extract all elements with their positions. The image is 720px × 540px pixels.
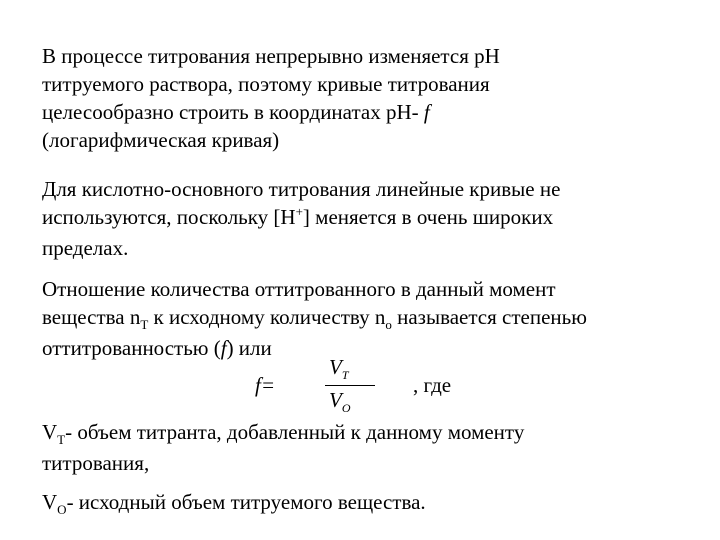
formula: [255, 355, 555, 415]
formula-den-v: V: [329, 388, 342, 412]
p5-line1: - исходный объем титруемого вещества.: [66, 490, 426, 514]
p1-line1: В процессе титрования непрерывно изменяется pH: [42, 44, 500, 68]
paragraph-ph-coordinates: [42, 42, 692, 154]
formula-num-sub: T: [341, 368, 349, 382]
p5-sub: O: [57, 502, 67, 517]
paragraph-vo-definition: [42, 488, 692, 519]
p3-line2a: вещества n: [42, 305, 141, 329]
p2-plus-superscript: +: [295, 204, 303, 219]
p3-sub-t: T: [140, 317, 149, 332]
p4-v: V: [42, 420, 58, 444]
p1-f-symbol: f: [423, 100, 430, 124]
formula-den-sub: O: [341, 401, 351, 415]
p1-line4: (логарифмическая кривая): [42, 128, 280, 152]
formula-denominator: [329, 388, 351, 413]
p3-sub-o: o: [385, 317, 392, 332]
p2-line2b: ] меняется в очень широких: [302, 205, 554, 229]
p2-line1: Для кислотно-основного титрования линейные кривые не: [42, 177, 561, 201]
p4-line2: титрования,: [42, 451, 150, 475]
p3-line3a: оттитрованностью (: [42, 336, 221, 360]
paragraph-vt-definition: [42, 418, 692, 477]
p3-f-symbol: f: [220, 336, 227, 360]
p1-line2: титруемого раствора, поэтому кривые титрования: [42, 72, 490, 96]
formula-rhs: , где: [413, 373, 452, 397]
p2-line3: пределах.: [42, 236, 129, 260]
paragraph-titration-degree: [42, 275, 692, 362]
formula-numerator: [329, 355, 349, 380]
paragraph-linear-curves: [42, 175, 692, 262]
p3-line3b: ) или: [226, 336, 272, 360]
p5-v: V: [42, 490, 58, 514]
p3-line2b: к исходному количеству n: [148, 305, 386, 329]
p2-line2a: используются, поскольку [H: [42, 205, 296, 229]
p4-line1: - объем титранта, добавленный к данному моменту: [65, 420, 525, 444]
fraction-bar: [325, 385, 375, 386]
p3-line1: Отношение количества оттитрованного в данный момент: [42, 277, 556, 301]
p1-line3: целесообразно строить в координатах pH-: [42, 100, 424, 124]
p3-line2c: называется степенью: [391, 305, 587, 329]
formula-lhs: f=: [255, 373, 276, 397]
formula-num-v: V: [329, 355, 342, 379]
p4-sub: T: [57, 432, 66, 447]
